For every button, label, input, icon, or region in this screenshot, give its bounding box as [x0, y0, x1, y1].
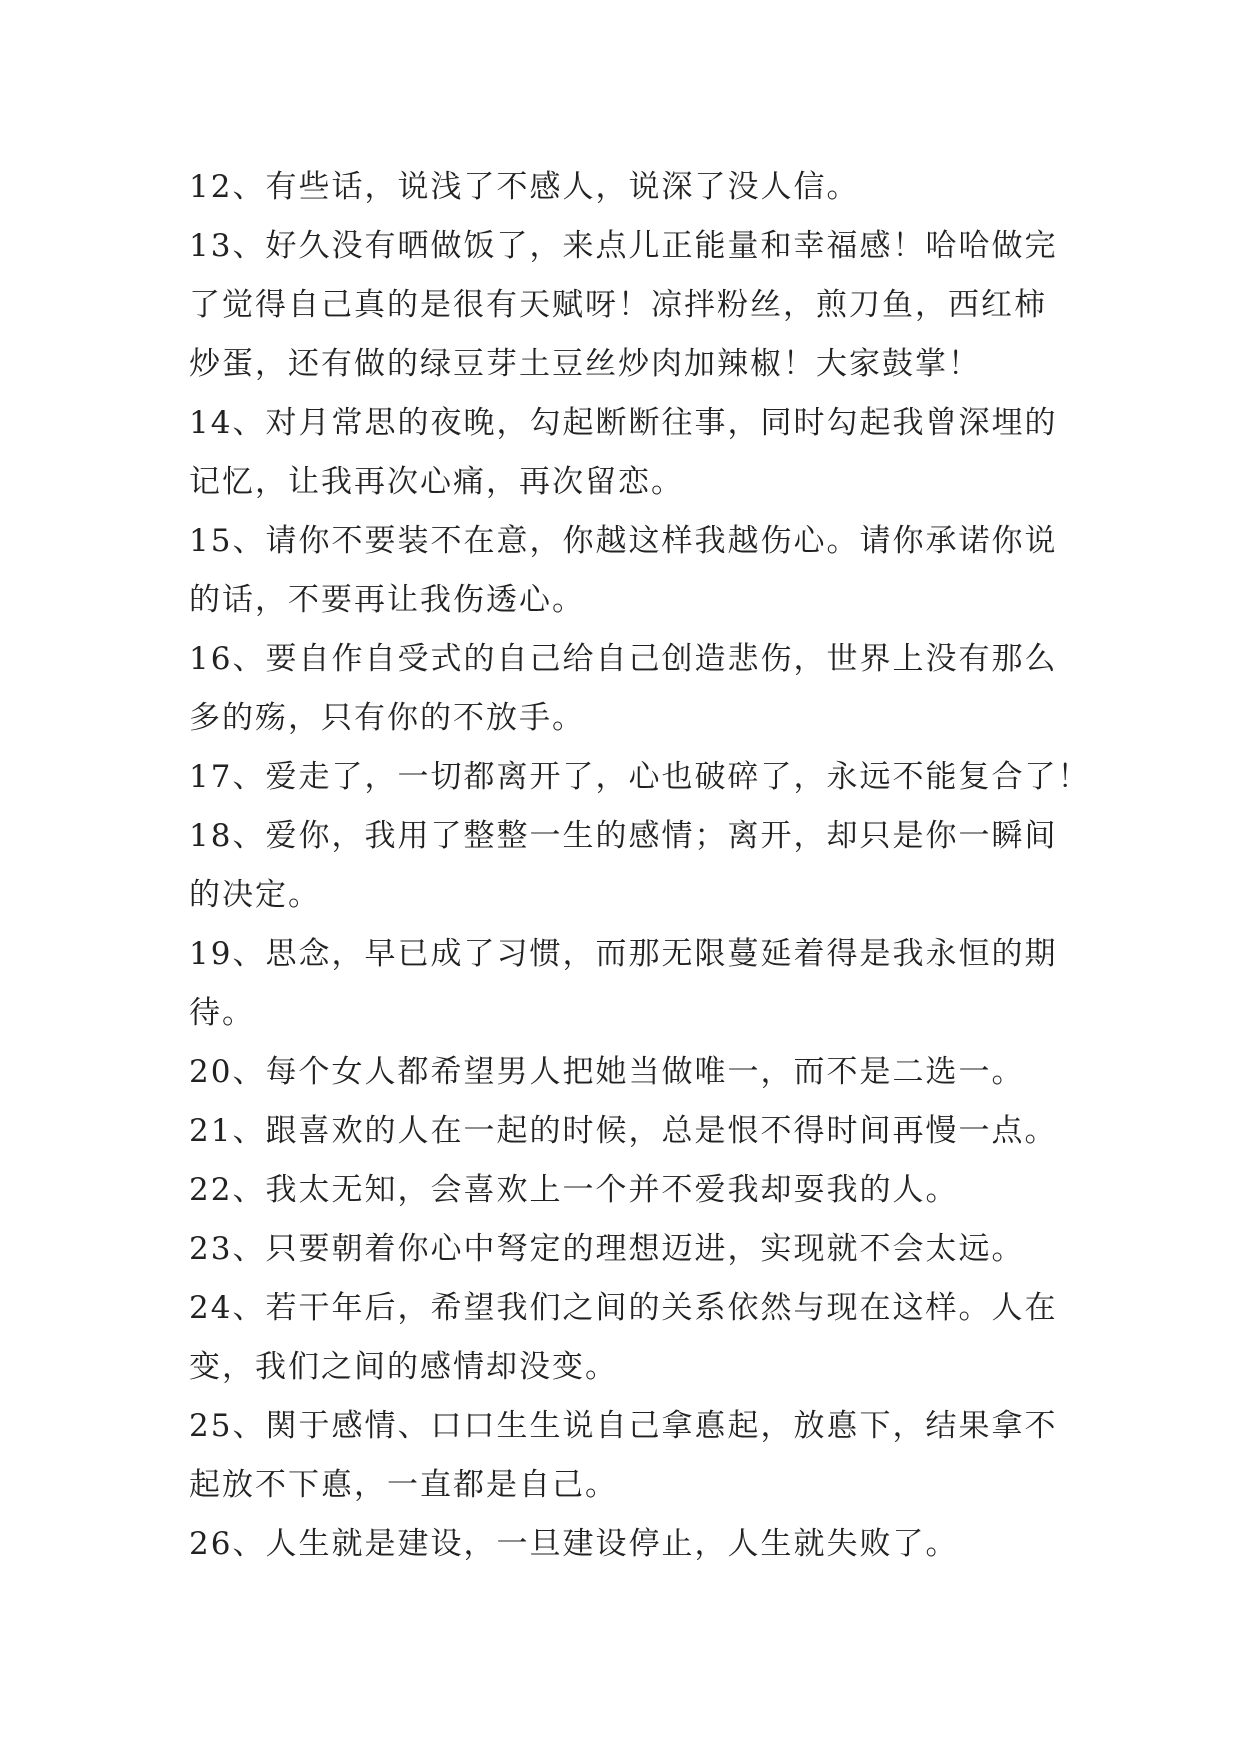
text-line: 14、对月常思的夜晚，勾起断断往事，同时勾起我曾深埋的: [189, 405, 1058, 441]
text-line: 的决定。: [189, 877, 321, 913]
text-line: 20、每个女人都希望男人把她当做唯一，而不是二选一。: [189, 1054, 1025, 1090]
text-line: 26、人生就是建设，一旦建设停止，人生就失败了。: [189, 1526, 959, 1562]
text-line: 17、爱走了，一切都离开了，心也破碎了，永远不能复合了！: [189, 759, 1091, 795]
text-line: 15、请你不要装不在意，你越这样我越伤心。请你承诺你说: [189, 523, 1058, 559]
document-body: [189, 158, 1089, 1574]
text-line: 变，我们之间的感情却没变。: [189, 1349, 618, 1385]
text-line: 13、好久没有晒做饭了，来点儿正能量和幸福感！哈哈做完: [189, 228, 1058, 264]
text-line: 24、若干年后，希望我们之间的关系依然与现在这样。人在: [189, 1290, 1058, 1326]
text-line: 12、有些话，说浅了不感人，说深了没人信。: [189, 169, 860, 205]
text-line: 22、我太无知，会喜欢上一个并不爱我却耍我的人。: [189, 1172, 959, 1208]
text-line: 待。: [189, 995, 255, 1031]
text-line: 25、関于感情、口口生生说自己拿悳起，放悳下，结果拿不: [189, 1408, 1058, 1444]
text-line: 21、跟喜欢的人在一起的时候，总是恨不得时间再慢一点。: [189, 1113, 1058, 1149]
text-line: 了觉得自己真的是很有天赋呀！凉拌粉丝，煎刀鱼，西红柿: [189, 287, 1047, 323]
text-line: 18、爱你，我用了整整一生的感情；离开，却只是你一瞬间: [189, 818, 1058, 854]
text-line: 炒蛋，还有做的绿豆芽土豆丝炒肉加辣椒！大家鼓掌！: [189, 346, 981, 382]
text-line: 16、要自作自受式的自己给自己创造悲伤，世界上没有那么: [189, 641, 1058, 677]
text-line: 多的殇，只有你的不放手。: [189, 700, 585, 736]
text-line: 23、只要朝着你心中弩定的理想迈进，实现就不会太远。: [189, 1231, 1025, 1267]
text-line: 起放不下悳，一直都是自己。: [189, 1467, 618, 1503]
text-line: 19、思念，早已成了习惯，而那无限蔓延着得是我永恒的期: [189, 936, 1058, 972]
text-line: 的话，不要再让我伤透心。: [189, 582, 585, 618]
text-line: 记忆，让我再次心痛，再次留恋。: [189, 464, 684, 500]
